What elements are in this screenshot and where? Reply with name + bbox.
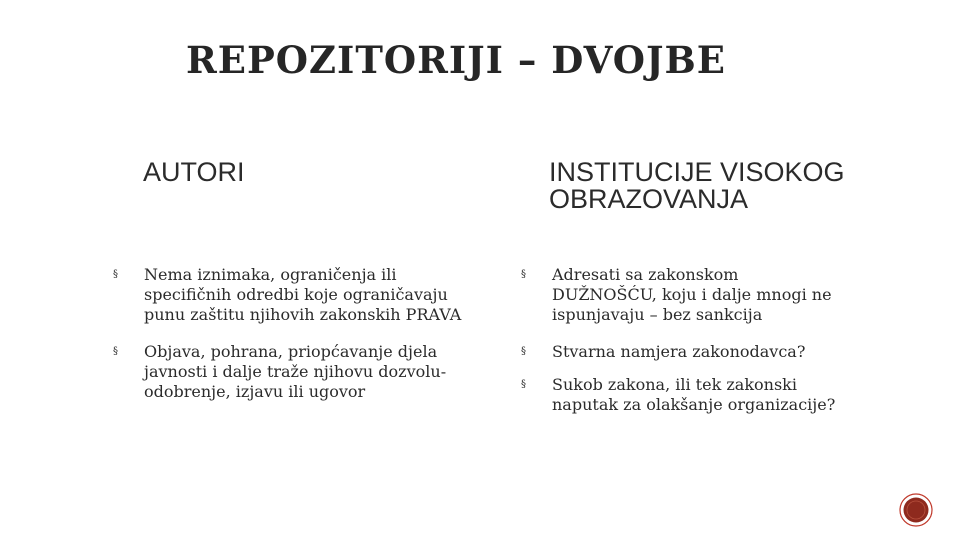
bullet-text: Adresati sa zakonskom DUŽNOŠĆU, koju i dalje mnogi ne ispunjavaju – bez sankcija xyxy=(552,265,832,324)
list-item xyxy=(521,265,841,325)
right-bullet-list xyxy=(521,265,841,415)
bullet-text: Stvarna namjera zakonodavca? xyxy=(552,342,806,361)
list-item xyxy=(521,342,841,362)
slide-title: REPOZITORIJI – DVOJBE xyxy=(186,38,726,82)
bullet-marker: § xyxy=(113,269,118,280)
bullet-text: Nema iznimaka, ograničenja ili specifičnih odredbi koje ograničavaju punu zaštitu njihovih zakonskih PRAVA xyxy=(144,265,462,324)
logo-badge-icon xyxy=(899,493,933,527)
bullet-marker: § xyxy=(521,269,526,280)
left-bullet-list xyxy=(113,265,463,402)
bullet-marker: § xyxy=(113,346,118,357)
bullet-marker: § xyxy=(521,346,526,357)
list-item xyxy=(113,265,463,325)
list-item xyxy=(521,375,841,415)
bullet-text: Objava, pohrana, priopćavanje djela javnosti i dalje traže njihovu dozvolu-odobrenje, izjavu ili ugovor xyxy=(144,342,447,401)
list-item xyxy=(113,342,463,402)
bullet-text: Sukob zakona, ili tek zakonski naputak za olakšanje organizacije? xyxy=(552,375,836,414)
bullet-marker: § xyxy=(521,379,526,390)
left-column-heading: AUTORI xyxy=(143,157,245,187)
right-column-heading: INSTITUCIJE VISOKOG OBRAZOVANJA xyxy=(549,157,845,214)
